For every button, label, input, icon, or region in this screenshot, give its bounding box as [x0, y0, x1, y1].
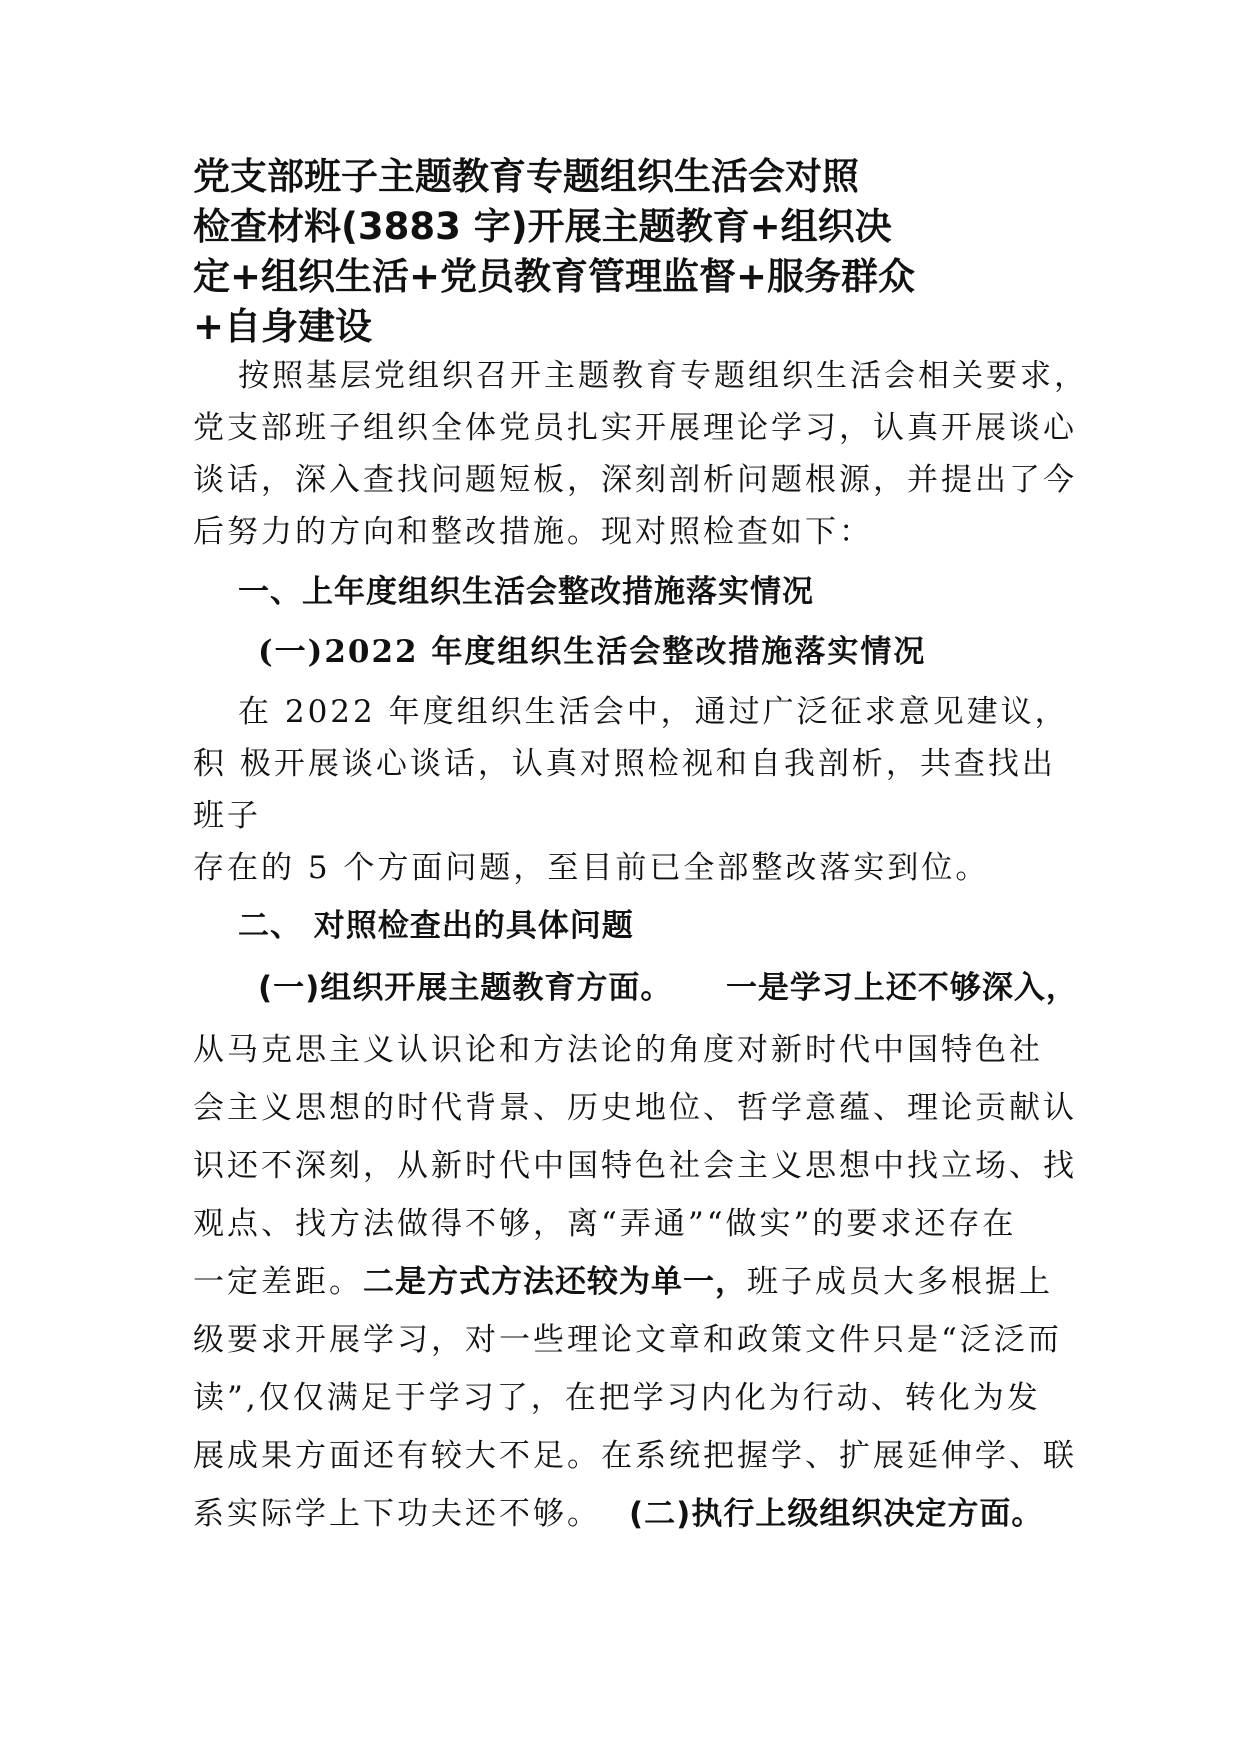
section-1-line-2: 积 极开展谈心谈话，认真对照检视和自我剖析，共查找出 — [193, 746, 1056, 782]
section-2-line-2: 会主义思想的时代背景、历史地位、哲学意蕴、理论贡献认 — [193, 1090, 1077, 1126]
section-2-line-9 — [193, 1488, 1043, 1540]
intro-line-2: 党支部班子组织全体党员扎实开展理论学习，认真开展谈心 — [193, 410, 1077, 446]
section-2-point-2: 二是方式方法还较为单一， — [363, 1264, 747, 1300]
section-1-line-1: 在 2022 年度组织生活会中，通过广泛征求意见建议， — [238, 694, 1069, 730]
section-2-point-1: 一是学习上还不够深入， — [725, 970, 1078, 1006]
title-line-2: 检查材料(3883 字)开展主题教育+组织决 — [193, 205, 892, 248]
section-1-line-4: 存在的 5 个方面问题，至目前已全部整改落实到位。 — [193, 850, 990, 886]
section-1-line-3: 班子 — [193, 798, 261, 834]
section-2-line-7: 读”,仅仅满足于学习了，在把学习内化为行动、转化为发 — [193, 1380, 1041, 1416]
title-line-1: 党支部班子主题教育专题组织生活会对照 — [193, 155, 859, 198]
section-2-heading: 二、 对照检查出的具体问题 — [238, 908, 634, 944]
title-line-4: +自身建设 — [193, 305, 373, 348]
section-2-line-9-prefix: 系实际学上下功夫还不够。 — [193, 1496, 601, 1532]
section-1-subheading: (一)2022 年度组织生活会整改措施落实情况 — [258, 634, 927, 670]
section-2-line-5-suffix: 班子成员大多根据上 — [747, 1264, 1053, 1300]
section-2-line-8: 展成果方面还有较大不足。在系统把握学、扩展延伸学、联 — [193, 1438, 1077, 1474]
section-2-sub-2-label: (二)执行上级组织决定方面。 — [629, 1496, 1044, 1532]
section-2-sub-1 — [258, 962, 1078, 1014]
section-1-heading: 一、上年度组织生活会整改措施落实情况 — [238, 574, 814, 610]
section-2-line-5 — [193, 1256, 1053, 1308]
intro-line-4: 后努力的方向和整改措施。现对照检查如下： — [193, 514, 873, 550]
title-line-3: 定+组织生活+党员教育管理监督+服务群众 — [193, 255, 916, 298]
section-2-line-4: 观点、找方法做得不够，离“弄通”“做实”的要求还存在 — [193, 1206, 1017, 1242]
section-2-sub-1-label: (一)组织开展主题教育方面。 — [258, 970, 673, 1006]
intro-line-1: 按照基层党组织召开主题教育专题组织生活会相关要求， — [238, 358, 1088, 394]
section-2-line-3: 识还不深刻，从新时代中国特色社会主义思想中找立场、找 — [193, 1148, 1077, 1184]
document-title — [193, 152, 1073, 352]
intro-line-3: 谈话，深入查找问题短板，深刻剖析问题根源，并提出了今 — [193, 462, 1077, 498]
section-2-line-6: 级要求开展学习，对一些理论文章和政策文件只是“泛泛而 — [193, 1322, 1062, 1358]
section-2-line-1: 从马克思主义认识论和方法论的角度对新时代中国特色社 — [193, 1032, 1043, 1068]
section-2-line-5-prefix: 一定差距。 — [193, 1264, 363, 1300]
